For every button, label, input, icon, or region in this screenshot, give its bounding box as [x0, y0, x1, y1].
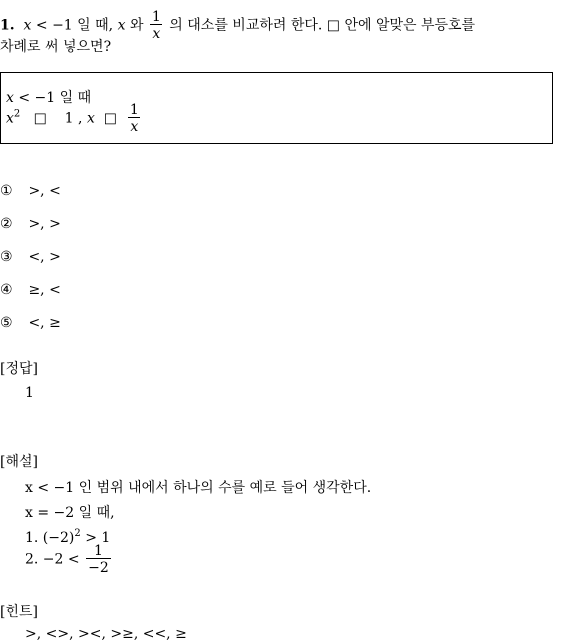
step-1-post: > 1: [80, 530, 111, 546]
choice-4[interactable]: [0, 282, 61, 298]
choice-3[interactable]: [0, 249, 61, 265]
choice-1[interactable]: [0, 183, 61, 199]
condition-x-squared: x: [6, 110, 14, 127]
condition-var: x: [6, 90, 14, 106]
cond-rel: <: [35, 17, 48, 34]
choice-text: ≥, <: [28, 282, 61, 298]
choice-2[interactable]: [0, 216, 61, 232]
condition-compare-2: □: [99, 110, 122, 127]
choice-5[interactable]: [0, 315, 61, 331]
answer-value: 1: [25, 385, 34, 401]
condition-fraction-denominator: x: [130, 119, 139, 135]
step-1-pre: 1. (−2): [25, 530, 75, 546]
question-fraction-denominator: x: [152, 26, 161, 42]
question-fraction-numerator: 1: [151, 9, 161, 25]
choice-text: >, <: [28, 183, 61, 199]
var-x: x: [117, 17, 126, 34]
condition-fraction: [128, 103, 141, 134]
cond-rhs: −1: [52, 17, 73, 34]
choice-mark: ③: [0, 249, 13, 265]
condition-fraction-numerator: 1: [129, 102, 139, 118]
condition-line-2: [6, 103, 143, 134]
condition-compare-1: □ 1 ,: [24, 110, 83, 127]
question-text-a: 일 때,: [77, 17, 114, 34]
condition-box: [0, 72, 553, 144]
step-2-fraction: [86, 544, 111, 575]
choice-text: >, >: [28, 216, 61, 232]
explanation-line-2: x = −2 일 때,: [25, 505, 115, 521]
step-1-exponent: 2: [74, 528, 81, 539]
choice-mark: ⑤: [0, 315, 13, 331]
question-text-wa: 와: [129, 17, 144, 34]
answer-label: [정답]: [0, 361, 38, 377]
step-2-pre: 2. −2 <: [25, 551, 80, 568]
question-number: 1.: [0, 17, 15, 34]
choice-mark: ①: [0, 183, 13, 199]
explanation-label: [해설]: [0, 454, 38, 470]
condition-exponent: 2: [13, 108, 21, 120]
step-2-numerator: 1: [93, 543, 103, 559]
question-fraction: [150, 10, 163, 41]
explanation-step-2: [25, 544, 113, 575]
choice-text: <, >: [28, 249, 61, 265]
question-line-2: 차례로 써 넣으면?: [0, 39, 112, 55]
choice-text: <, ≥: [28, 315, 61, 331]
condition-x: x: [86, 110, 95, 127]
cond-lhs: x: [23, 17, 32, 34]
condition-text: < −1 일 때: [13, 90, 92, 106]
hint-text: >, <>, ><, >≥, <<, ≥: [25, 626, 187, 642]
question-text-b: 의 대소를 비교하려 한다. □ 안에 알맞은 부등호를: [169, 17, 476, 34]
step-2-denominator: −2: [88, 560, 109, 576]
hint-label: [힌트]: [0, 604, 38, 620]
explanation-line-1: x < −1 인 범위 내에서 하나의 수를 예로 들어 생각한다.: [25, 480, 372, 496]
choice-mark: ②: [0, 216, 13, 232]
choice-mark: ④: [0, 282, 13, 298]
